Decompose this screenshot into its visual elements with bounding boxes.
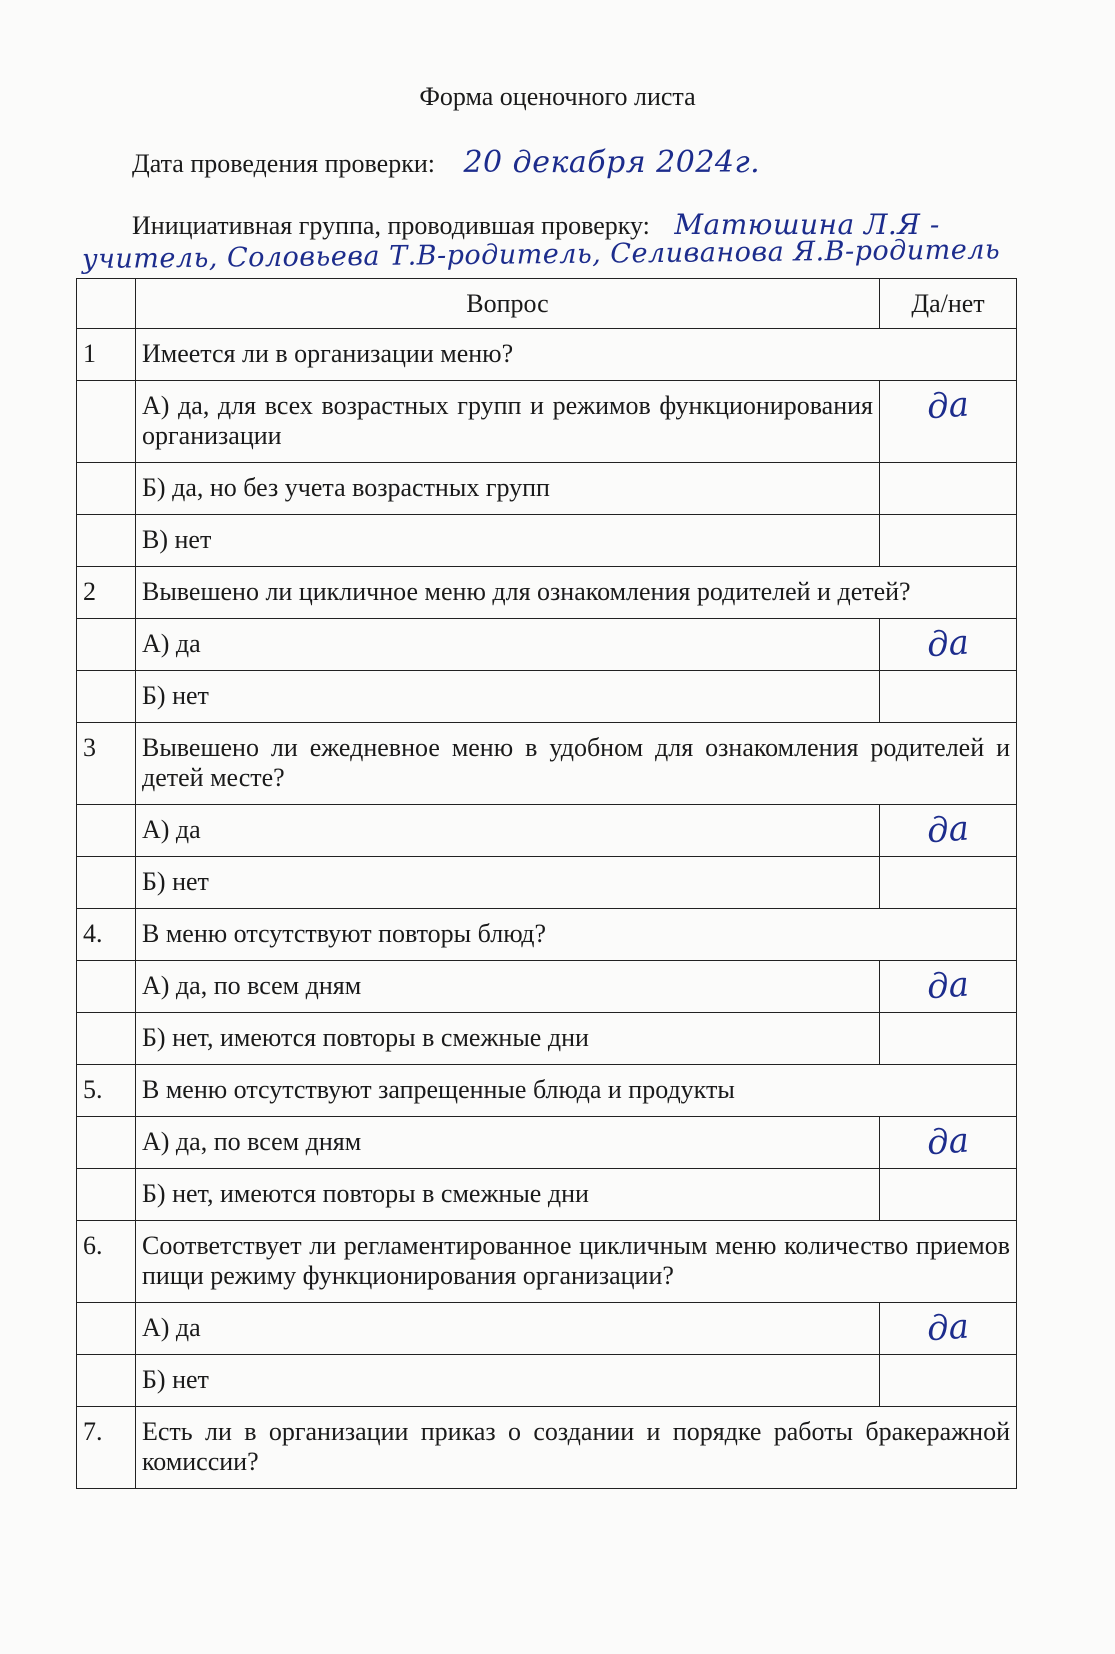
option-row xyxy=(77,515,1017,567)
row-number xyxy=(77,857,136,909)
option-row xyxy=(77,857,1017,909)
option-row xyxy=(77,619,1017,671)
option-text: Б) нет, имеются повторы в смежные дни xyxy=(136,1013,880,1065)
question-text: Соответствует ли регламентированное цикличным меню количество приемов пищи режиму функционирования организации? xyxy=(136,1221,1017,1303)
row-number xyxy=(77,463,136,515)
answer-cell xyxy=(880,857,1017,909)
option-text: А) да, для всех возрастных групп и режимов функционирования организации xyxy=(136,381,880,463)
option-text: Б) да, но без учета возрастных групп xyxy=(136,463,880,515)
option-text: Б) нет xyxy=(136,1355,880,1407)
option-row xyxy=(77,1013,1017,1065)
date-label: Дата проведения проверки: xyxy=(132,149,435,178)
option-text: А) да xyxy=(136,805,880,857)
option-text: А) да, по всем дням xyxy=(136,961,880,1013)
answer-cell xyxy=(880,671,1017,723)
question-text: В меню отсутствуют повторы блюд? xyxy=(136,909,1017,961)
answer-handwritten: да xyxy=(925,1306,971,1350)
option-row xyxy=(77,381,1017,463)
answer-cell xyxy=(880,381,1017,463)
question-text: Вывешено ли ежедневное меню в удобном для ознакомления родителей и детей месте? xyxy=(136,723,1017,805)
row-number: 3 xyxy=(77,723,136,805)
row-number xyxy=(77,805,136,857)
group-label: Инициативная группа, проводившая проверку: xyxy=(132,211,650,240)
row-number: 5. xyxy=(77,1065,136,1117)
answer-handwritten: да xyxy=(925,1120,971,1164)
question-text: Есть ли в организации приказ о создании и порядке работы бракеражной комиссии? xyxy=(136,1407,1017,1489)
answer-cell xyxy=(880,1355,1017,1407)
row-number xyxy=(77,1117,136,1169)
row-number xyxy=(77,515,136,567)
option-row xyxy=(77,1303,1017,1355)
answer-cell xyxy=(880,805,1017,857)
header-num-cell xyxy=(77,279,136,329)
header-answer: Да/нет xyxy=(880,279,1017,329)
option-row xyxy=(77,805,1017,857)
row-number: 7. xyxy=(77,1407,136,1489)
question-row xyxy=(77,1407,1017,1489)
answer-cell xyxy=(880,619,1017,671)
answer-handwritten: да xyxy=(925,964,971,1008)
table-header-row xyxy=(77,279,1017,329)
question-row xyxy=(77,329,1017,381)
answer-handwritten: да xyxy=(925,622,971,666)
date-value-handwritten: 20 декабря 2024г. xyxy=(463,145,761,180)
row-number: 2 xyxy=(77,567,136,619)
group-value-handwritten-1: Матюшина Л.Я - xyxy=(674,208,940,241)
option-text: Б) нет xyxy=(136,857,880,909)
row-number xyxy=(77,671,136,723)
header-question: Вопрос xyxy=(136,279,880,329)
row-number xyxy=(77,1355,136,1407)
question-row xyxy=(77,567,1017,619)
question-row xyxy=(77,1065,1017,1117)
answer-cell xyxy=(880,463,1017,515)
answer-handwritten: да xyxy=(925,384,971,428)
row-number xyxy=(77,619,136,671)
answer-cell xyxy=(880,515,1017,567)
row-number xyxy=(77,961,136,1013)
option-text: Б) нет xyxy=(136,671,880,723)
row-number xyxy=(77,1303,136,1355)
option-row xyxy=(77,1169,1017,1221)
question-row xyxy=(77,909,1017,961)
option-text: В) нет xyxy=(136,515,880,567)
row-number xyxy=(77,381,136,463)
question-row xyxy=(77,1221,1017,1303)
row-number xyxy=(77,1013,136,1065)
option-row xyxy=(77,1355,1017,1407)
question-text: В меню отсутствуют запрещенные блюда и продукты xyxy=(136,1065,1017,1117)
answer-cell xyxy=(880,1303,1017,1355)
row-number: 1 xyxy=(77,329,136,381)
option-row xyxy=(77,1117,1017,1169)
question-row xyxy=(77,723,1017,805)
option-text: А) да, по всем дням xyxy=(136,1117,880,1169)
question-text: Вывешено ли цикличное меню для ознакомления родителей и детей? xyxy=(136,567,1017,619)
row-number: 4. xyxy=(77,909,136,961)
option-row xyxy=(77,671,1017,723)
answer-cell xyxy=(880,961,1017,1013)
evaluation-table xyxy=(76,278,1017,1489)
row-number: 6. xyxy=(77,1221,136,1303)
answer-cell xyxy=(880,1117,1017,1169)
option-row xyxy=(77,463,1017,515)
option-text: А) да xyxy=(136,1303,880,1355)
option-text: А) да xyxy=(136,619,880,671)
option-row xyxy=(77,961,1017,1013)
page-title: Форма оценочного листа xyxy=(419,82,696,111)
answer-cell xyxy=(880,1169,1017,1221)
option-text: Б) нет, имеются повторы в смежные дни xyxy=(136,1169,880,1221)
date-line xyxy=(132,145,760,180)
row-number xyxy=(77,1169,136,1221)
answer-handwritten: да xyxy=(925,808,971,852)
question-text: Имеется ли в организации меню? xyxy=(136,329,1017,381)
answer-cell xyxy=(880,1013,1017,1065)
group-value-handwritten-2: учитель, Соловьева Т.В-родитель, Селиванова Я.В-родитель xyxy=(81,234,1001,275)
